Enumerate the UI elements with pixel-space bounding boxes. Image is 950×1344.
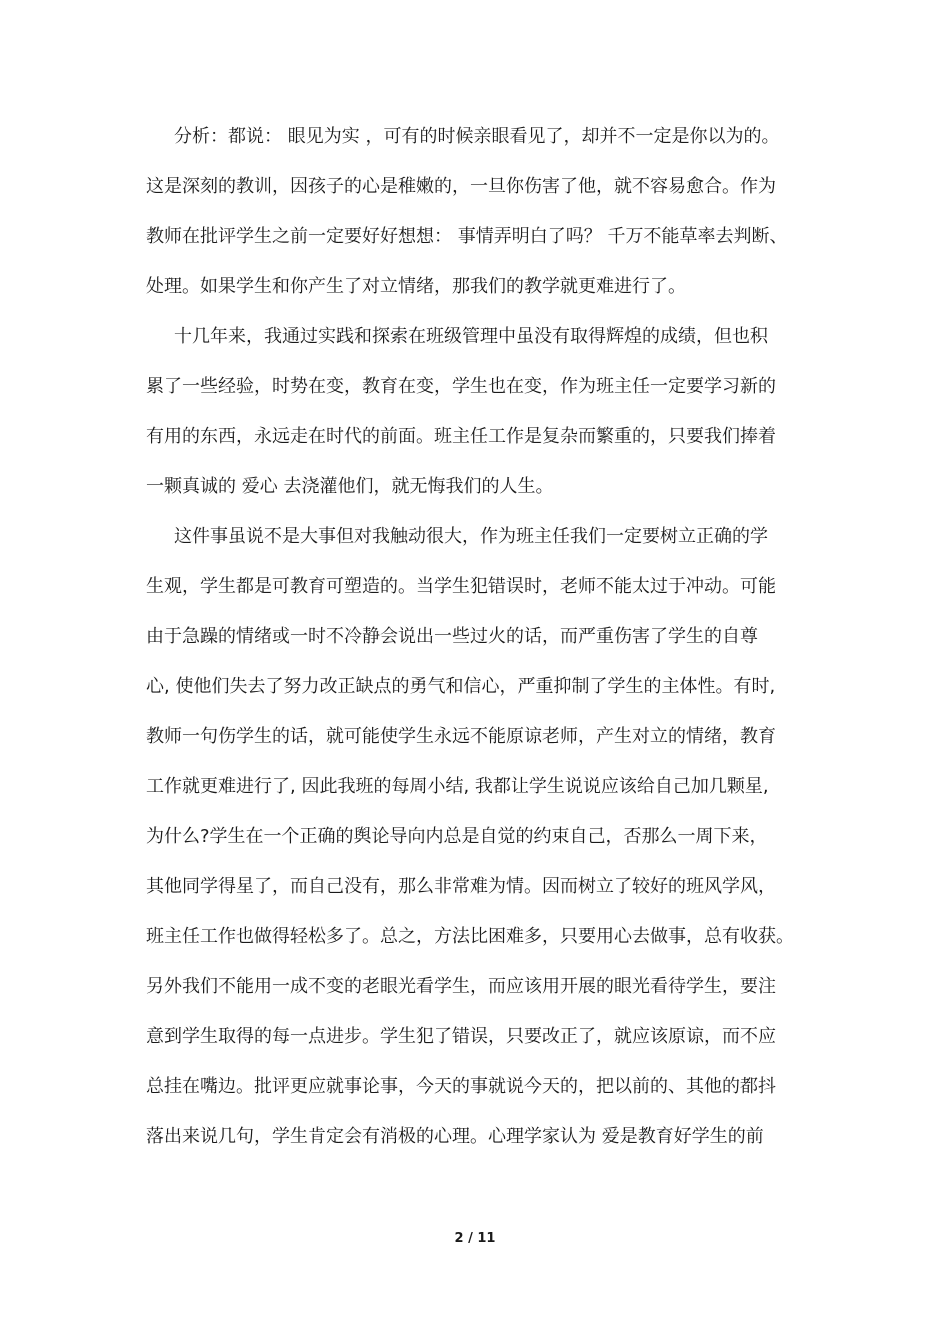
paragraph-line: 另外我们不能用一成不变的老眼光看学生，而应该用开展的眼光看待学生，要注: [146, 976, 776, 997]
paragraph-line: 其他同学得星了，而自己没有，那么非常难为情。因而树立了较好的班风学风，: [146, 876, 776, 897]
paragraph-line: 工作就更难进行了, 因此我班的每周小结, 我都让学生说说应该给自己加几颗星,: [146, 776, 769, 797]
paragraph-line: 这是深刻的教训，因孩子的心是稚嫩的，一旦你伤害了他，就不容易愈合。作为: [146, 176, 776, 197]
paragraph-line: 心, 使他们失去了努力改正缺点的勇气和信心，严重抑制了学生的主体性。有时,: [146, 676, 776, 697]
paragraph-line: 由于急躁的情绪或一时不冷静会说出一些过火的话，而严重伤害了学生的自尊: [146, 626, 758, 647]
page-number: 2 / 11: [454, 1231, 496, 1246]
paragraph-line: 有用的东西，永远走在时代的前面。班主任工作是复杂而繁重的，只要我们捧着: [146, 426, 776, 447]
paragraph-line: 这件事虽说不是大事但对我触动很大，作为班主任我们一定要树立正确的学: [174, 526, 768, 547]
paragraph-line: 一颗真诚的 爱心 去浇灌他们，就无悔我们的人生。: [146, 476, 554, 497]
paragraph-line: 十几年来，我通过实践和探索在班级管理中虽没有取得辉煌的成绩，但也积: [174, 326, 768, 347]
paragraph-line: 累了一些经验，时势在变，教育在变，学生也在变，作为班主任一定要学习新的: [146, 376, 776, 397]
paragraph-line: 为什么?学生在一个正确的舆论导向内总是自觉的约束自己，否那么一周下来，: [146, 826, 768, 847]
paragraph-line: 处理。如果学生和你产生了对立情绪，那我们的教学就更难进行了。: [146, 276, 686, 297]
paragraph-line: 落出来说几句，学生肯定会有消极的心理。心理学家认为 爱是教育好学生的前: [146, 1126, 764, 1147]
paragraph-line: 班主任工作也做得轻松多了。总之，方法比困难多，只要用心去做事，总有收获。: [146, 926, 794, 947]
paragraph-line: 总挂在嘴边。批评更应就事论事，今天的事就说今天的，把以前的、其他的都抖: [146, 1076, 776, 1097]
paragraph-line: 教师在批评学生之前一定要好好想想： 事情弄明白了吗？ 千万不能草率去判断、: [146, 226, 788, 247]
paragraph-line: 分析：都说： 眼见为实 ，可有的时候亲眼看见了，却并不一定是你以为的。: [174, 126, 780, 147]
paragraph-line: 生观，学生都是可教育可塑造的。当学生犯错误时，老师不能太过于冲动。可能: [146, 576, 776, 597]
paragraph-line: 意到学生取得的每一点进步。学生犯了错误，只要改正了，就应该原谅，而不应: [146, 1026, 776, 1047]
paragraph-line: 教师一句伤学生的话，就可能使学生永远不能原谅老师，产生对立的情绪，教育: [146, 726, 776, 747]
